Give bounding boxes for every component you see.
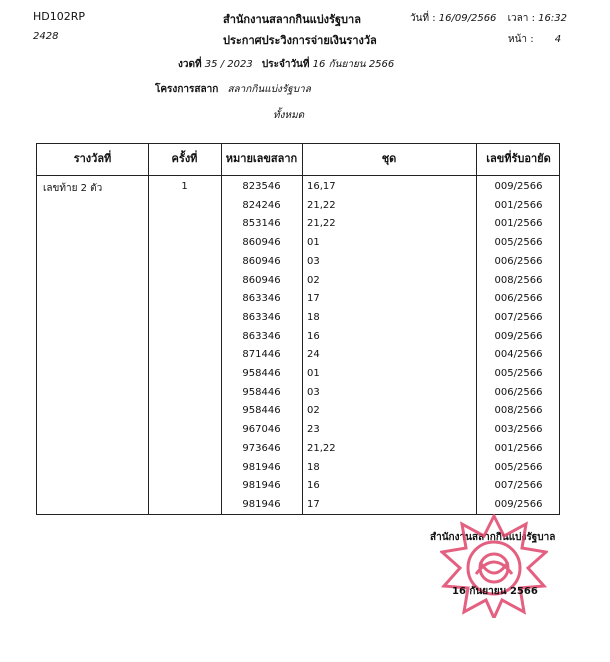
seizure-ref-cell: 007/2566 xyxy=(494,480,543,492)
page-label: หน้า : xyxy=(508,34,534,45)
scope-label: ทั้งหมด xyxy=(273,110,305,121)
ticket-number-cell: 958446 xyxy=(242,368,281,379)
ticket-number-cell: 981946 xyxy=(242,498,281,510)
ticket-number-cell: 823546 xyxy=(242,181,281,192)
seizure-ref-cell: 009/2566 xyxy=(494,498,543,510)
seizure-ref-cell: 006/2566 xyxy=(494,255,543,267)
seizure-ref-cell: 003/2566 xyxy=(494,424,543,436)
ticket-number-cell: 958446 xyxy=(242,386,281,398)
set-cell: 18 xyxy=(307,461,320,473)
ticket-number-cell: 981946 xyxy=(242,461,281,473)
set-cell: 21,22 xyxy=(307,218,336,230)
col-prize: รางวัลที่ xyxy=(73,152,112,165)
project-value: สลากกินแบ่งรัฐบาล xyxy=(227,84,311,95)
ticket-number-cell: 853146 xyxy=(242,218,281,230)
divider xyxy=(302,144,303,514)
ticket-number-cell: 860946 xyxy=(242,255,281,267)
set-cell: 02 xyxy=(307,405,320,417)
seizure-ref-cell: 006/2566 xyxy=(494,386,543,398)
table-header xyxy=(37,144,559,176)
set-cell: 16 xyxy=(307,480,320,492)
project-info xyxy=(155,82,311,97)
col-seizure-ref: เลขที่รับอายัด xyxy=(486,152,551,165)
seizure-ref-cell: 005/2566 xyxy=(494,237,543,249)
seizure-ref-cell: 001/2566 xyxy=(494,442,543,454)
set-cell: 01 xyxy=(307,368,320,379)
draw-date-value: 16 กันยายน 2566 xyxy=(312,59,395,70)
ticket-number-cell: 967046 xyxy=(242,424,281,436)
set-cell: 02 xyxy=(307,274,320,286)
date-field xyxy=(410,11,567,26)
report-code: HD102RP xyxy=(33,10,86,23)
ticket-number-cell: 973646 xyxy=(242,442,281,454)
round-value: 1 xyxy=(181,181,188,192)
report-number: 2428 xyxy=(33,31,59,42)
set-cell: 18 xyxy=(307,311,320,323)
ticket-number-cell: 860946 xyxy=(242,274,281,286)
seizure-ref-cell: 005/2566 xyxy=(494,461,543,473)
ticket-number-cell: 958446 xyxy=(242,405,281,417)
seizure-ref-cell: 007/2566 xyxy=(494,311,543,323)
ticket-number-cell: 863346 xyxy=(242,330,281,342)
date-value: 16/09/2566 xyxy=(438,13,497,24)
draw-value: 35 / 2023 xyxy=(204,59,253,70)
set-cell: 01 xyxy=(307,237,320,249)
seizure-ref-cell: 001/2566 xyxy=(494,199,543,211)
seizure-ref-cell: 009/2566 xyxy=(494,181,543,192)
ticket-number-cell: 863346 xyxy=(242,311,281,323)
document-title: ประกาศประวิงการจ่ายเงินรางวัล xyxy=(223,34,377,47)
seizure-ref-cell: 008/2566 xyxy=(494,274,543,286)
set-cell: 24 xyxy=(307,349,320,361)
ticket-number-cell: 871446 xyxy=(242,349,281,361)
ticket-number-cell: 981946 xyxy=(242,480,281,492)
ticket-number-cell: 860946 xyxy=(242,237,281,249)
seizure-ref-cell: 006/2566 xyxy=(494,293,543,305)
draw-info xyxy=(178,57,394,72)
set-cell: 23 xyxy=(307,424,320,436)
set-cell: 03 xyxy=(307,255,320,267)
ticket-number-cell: 824246 xyxy=(242,199,281,211)
official-seal-stamp xyxy=(440,514,548,618)
date-label: วันที่ : xyxy=(410,13,436,24)
set-cell: 21,22 xyxy=(307,199,336,211)
footer-office: สำนักงานสลากกินแบ่งรัฐบาล xyxy=(430,532,556,543)
set-cell: 17 xyxy=(307,293,320,305)
project-label: โครงการสลาก xyxy=(155,84,219,95)
divider xyxy=(148,144,149,514)
set-cell: 21,22 xyxy=(307,442,336,454)
col-ticket-number: หมายเลขสลาก xyxy=(225,152,298,165)
time-label: เวลา : xyxy=(507,13,535,24)
time-value: 16:32 xyxy=(538,13,567,24)
set-cell: 16 xyxy=(307,330,320,342)
seizure-ref-cell: 009/2566 xyxy=(494,330,543,342)
office-name: สำนักงานสลากกินแบ่งรัฐบาล xyxy=(223,13,361,26)
footer-date: 16 กันยายน 2566 xyxy=(452,586,538,597)
page-value: 4 xyxy=(554,34,562,45)
prize-name: เลขท้าย 2 ตัว xyxy=(43,183,103,194)
col-set: ชุด xyxy=(381,152,397,165)
seizure-ref-cell: 004/2566 xyxy=(494,349,543,361)
page-field xyxy=(508,32,561,47)
col-round: ครั้งที่ xyxy=(171,152,198,165)
ticket-number-cell: 863346 xyxy=(242,293,281,305)
set-cell: 16,17 xyxy=(307,181,336,192)
set-cell: 17 xyxy=(307,498,320,510)
draw-label: งวดที่ xyxy=(178,59,202,70)
seizure-ref-cell: 008/2566 xyxy=(494,405,543,417)
draw-date-label: ประจำวันที่ xyxy=(261,59,310,70)
set-cell: 03 xyxy=(307,386,320,398)
seizure-ref-cell: 005/2566 xyxy=(494,368,543,379)
withholding-table xyxy=(36,143,560,515)
seizure-ref-cell: 001/2566 xyxy=(494,218,543,230)
